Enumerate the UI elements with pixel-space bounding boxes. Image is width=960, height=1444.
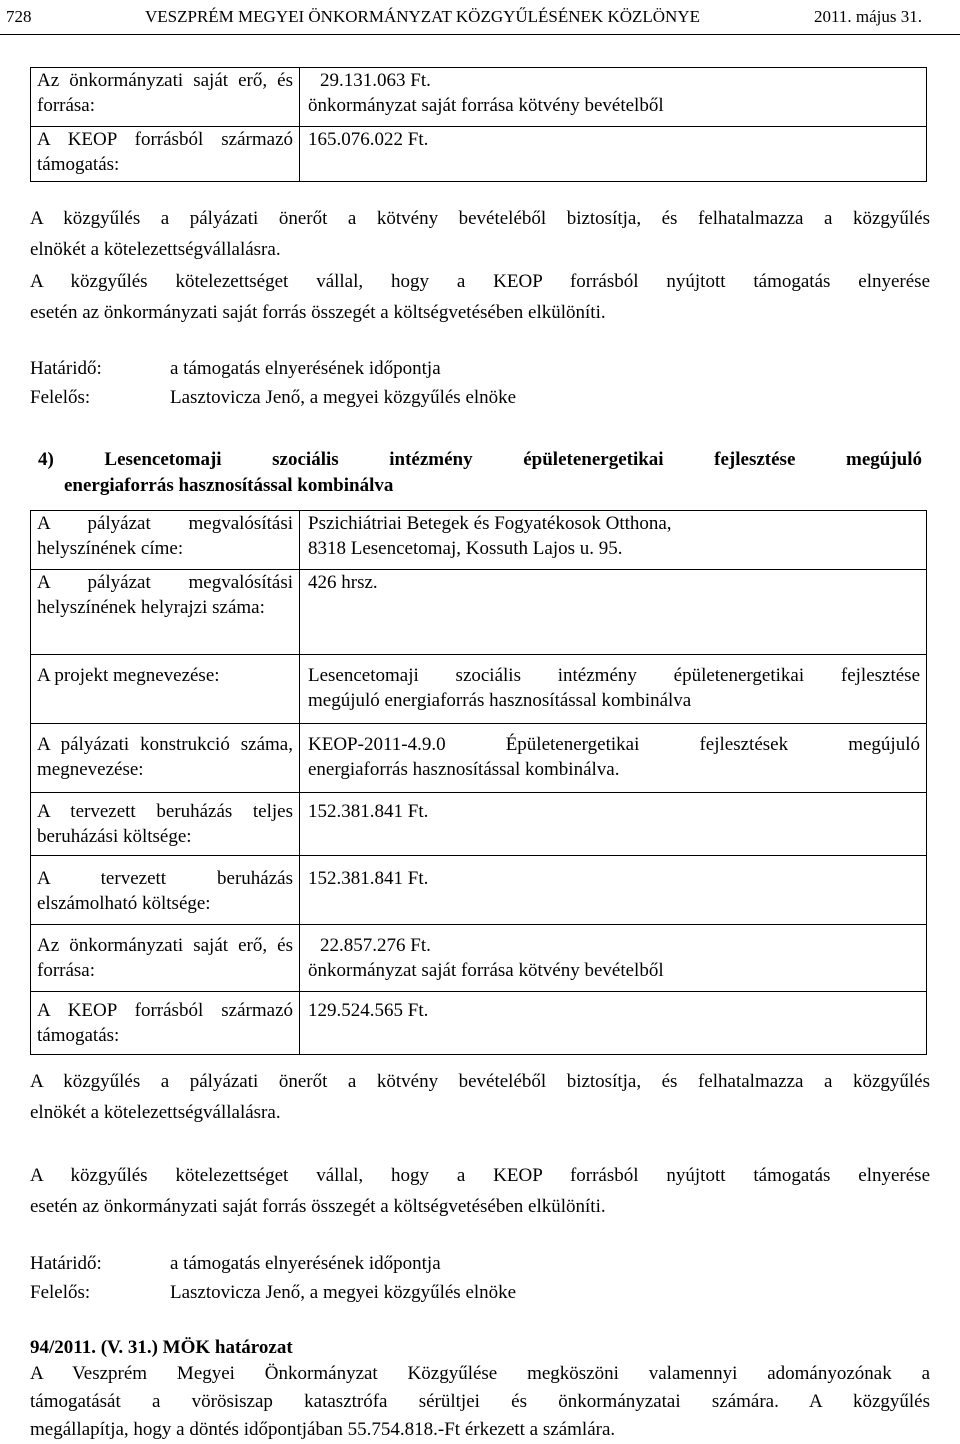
deadline-value: a támogatás elnyerésének időpontja — [170, 1253, 441, 1274]
paragraph-authorization-2: A közgyűlés a pályázati önerőt a kötvény bevételéből biztosítja, és felhatalmazza a közgyűlés elnökét a kötelezettségvállalásra. — [30, 1071, 930, 1123]
table-row — [31, 511, 927, 570]
table-row — [31, 570, 927, 655]
responsible-label: Felelős: — [30, 387, 91, 408]
table-row — [31, 793, 927, 856]
publication-title: VESZPRÉM MEGYEI ÖNKORMÁNYZAT KÖZGYŰLÉSÉNEK KÖZLÖNYE — [145, 7, 700, 26]
row-label: A tervezett beruházás teljes beruházási költsége: — [31, 793, 300, 856]
row-value: Pszichiátriai Betegek és Fogyatékosok Otthona, 8318 Lesencetomaj, Kossuth Lajos u. 95. — [300, 511, 927, 570]
table-row — [31, 992, 927, 1055]
row-label: A KEOP forrásból származó támogatás: — [31, 992, 300, 1055]
responsible-value: Lasztovicza Jenő, a megyei közgyűlés elnöke — [170, 387, 517, 408]
table-row — [31, 68, 927, 127]
row-label: A pályázat megvalósítási helyszínének helyrajzi száma: — [31, 570, 300, 655]
table-row — [31, 856, 927, 925]
header-rule — [0, 34, 960, 35]
deadline-label: Határidő: — [30, 358, 102, 379]
page-header — [0, 2, 960, 30]
deadline-label: Határidő: — [30, 1253, 102, 1274]
responsible-value: Lasztovicza Jenő, a megyei közgyűlés elnöke — [170, 1282, 517, 1303]
paragraph-authorization: A közgyűlés a pályázati önerőt a kötvény bevételéből biztosítja, és felhatalmazza a közgyűlés elnökét a kötelezettségvállalásra. — [30, 208, 930, 260]
row-value: 129.524.565 Ft. — [300, 992, 927, 1055]
row-value: 165.076.022 Ft. — [300, 127, 927, 182]
row-value: 152.381.841 Ft. — [300, 793, 927, 856]
row-value: 426 hrsz. — [300, 570, 927, 655]
row-value: 152.381.841 Ft. — [300, 856, 927, 925]
publication-date: 2011. május 31. — [814, 7, 922, 26]
row-value: 22.857.276 Ft. önkormányzat saját forrása kötvény bevételből — [300, 925, 927, 992]
table-row — [31, 724, 927, 793]
row-label: A pályázat megvalósítási helyszínének címe: — [31, 511, 300, 570]
deadline-value: a támogatás elnyerésének időpontja — [170, 358, 441, 379]
section-heading: 4) Lesencetomaji szociális intézmény épületenergetikai fejlesztése megújuló energiaforrás hasznosítással kombinálva — [38, 449, 922, 496]
project-table — [30, 510, 927, 1055]
row-label: A pályázati konstrukció száma, megnevezése: — [31, 724, 300, 793]
paragraph-commitment: A közgyűlés kötelezettséget vállal, hogy a KEOP forrásból nyújtott támogatás elnyerése esetén az önkormányzati saját forrás összegét a költségvetésében elkülöníti. — [30, 271, 930, 323]
page-number: 728 — [6, 7, 32, 26]
row-value: Lesencetomaji szociális intézmény épületenergetikai fejlesztése megújuló energiaforrás hasznosítással kombinálva — [300, 655, 927, 724]
row-label: A tervezett beruházás elszámolható költsége: — [31, 856, 300, 925]
table-row — [31, 127, 927, 182]
resolution-text: A Veszprém Megyei Önkormányzat Közgyűlése megköszöni valamennyi adományozónak a támogatását a vörösiszap katasztrófa sérültjei és önkormányzatai számára. A közgyűlés megállapítja, hogy a döntés időpontjában 55.754.818.-Ft érkezett a számlára. — [30, 1363, 930, 1440]
funding-table-1 — [30, 67, 927, 182]
row-label: A projekt megnevezése: — [31, 655, 300, 724]
row-value: 29.131.063 Ft. önkormányzat saját forrása kötvény bevételből — [300, 68, 927, 127]
table-row — [31, 925, 927, 992]
resolution-title: 94/2011. (V. 31.) MÖK határozat — [30, 1337, 293, 1358]
row-label: Az önkormányzati saját erő, és forrása: — [31, 925, 300, 992]
row-label: Az önkormányzati saját erő, és forrása: — [31, 68, 300, 127]
responsible-label: Felelős: — [30, 1282, 91, 1303]
deadline-block-2 — [30, 1249, 930, 1307]
row-label: A KEOP forrásból származó támogatás: — [31, 127, 300, 182]
table-row — [31, 655, 927, 724]
deadline-block — [30, 354, 930, 412]
paragraph-commitment-2: A közgyűlés kötelezettséget vállal, hogy a KEOP forrásból nyújtott támogatás elnyerése esetén az önkormányzati saját forrás összegét a költségvetésében elkülöníti. — [30, 1165, 930, 1217]
row-value: KEOP-2011-4.9.0 Épületenergetikai fejlesztések megújuló energiaforrás hasznosítással kombinálva. — [300, 724, 927, 793]
